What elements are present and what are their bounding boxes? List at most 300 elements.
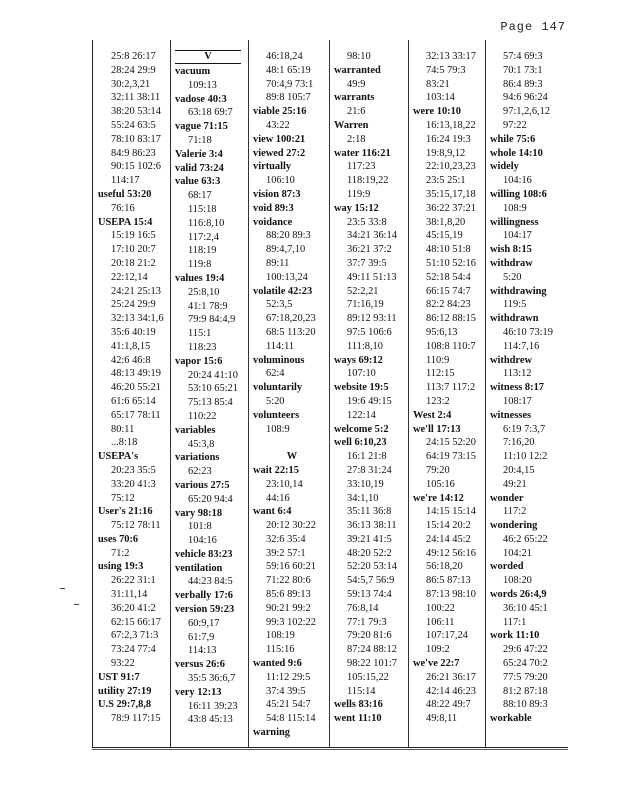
index-locator: 46:20 55:21 bbox=[111, 382, 161, 394]
index-term: West 2:4 bbox=[413, 409, 452, 421]
index-locator: 26:21 36:17 bbox=[426, 671, 476, 683]
index-locator: 29:6 47:22 bbox=[503, 644, 548, 656]
index-locator: 119:9 bbox=[347, 188, 371, 200]
index-locator: 115:1 bbox=[188, 328, 212, 340]
index-locator: 106:11 bbox=[426, 616, 455, 628]
index-locator: 78:9 117:15 bbox=[111, 713, 161, 725]
index-term: utility 27:19 bbox=[98, 685, 152, 697]
index-locator: 49:8,11 bbox=[426, 713, 458, 725]
index-locator: 23:5 25:1 bbox=[426, 175, 466, 187]
index-term: went 11:10 bbox=[334, 713, 382, 725]
index-locator: 79:20 bbox=[426, 464, 450, 476]
index-column-2 bbox=[175, 50, 253, 727]
index-locator: 15:19 16:5 bbox=[111, 230, 156, 242]
index-term: verbally 17:6 bbox=[175, 590, 234, 602]
index-locator: 20:23 35:5 bbox=[111, 464, 156, 476]
index-term: viewed 27:2 bbox=[253, 147, 306, 159]
index-term: withdraw bbox=[490, 257, 533, 269]
index-locator: 49:12 56:16 bbox=[426, 547, 476, 559]
index-locator: 104:17 bbox=[503, 230, 532, 242]
index-locator: 112:15 bbox=[426, 368, 455, 380]
index-term: virtually bbox=[253, 161, 292, 173]
index-locator: 79:20 81:6 bbox=[347, 630, 392, 642]
index-locator: 109:2 bbox=[426, 644, 450, 656]
index-locator: 20:18 21:2 bbox=[111, 257, 156, 269]
index-locator: ...8:18 bbox=[111, 437, 138, 449]
index-locator: 98:22 101:7 bbox=[347, 658, 397, 670]
index-frame bbox=[92, 40, 568, 750]
page-number: Page 147 bbox=[500, 20, 566, 34]
index-locator: 119:5 bbox=[503, 299, 527, 311]
index-locator: 97:1,2,6,12 bbox=[503, 106, 551, 118]
index-term: water 116:21 bbox=[334, 147, 391, 159]
index-term: value 63:3 bbox=[175, 176, 221, 188]
index-locator: 6:19 7:3,7 bbox=[503, 423, 546, 435]
index-locator: 59:13 74:4 bbox=[347, 589, 392, 601]
index-locator: 71:16,19 bbox=[347, 299, 384, 311]
index-column-5 bbox=[413, 50, 491, 726]
index-locator: 67:18,20,23 bbox=[266, 313, 316, 325]
margin-tick bbox=[74, 604, 79, 605]
index-term: vehicle 83:23 bbox=[175, 548, 233, 560]
index-locator: 48:20 52:2 bbox=[347, 547, 392, 559]
index-term: voluminous bbox=[253, 354, 305, 366]
index-locator: 98:10 bbox=[347, 51, 371, 62]
index-locator: 65:20 94:4 bbox=[188, 493, 233, 505]
index-locator: 65:17 78:11 bbox=[111, 409, 161, 421]
index-locator: 77:1 79:3 bbox=[347, 616, 387, 628]
index-locator: 89:8 105:7 bbox=[266, 92, 311, 104]
index-locator: 20:24 41:10 bbox=[188, 369, 238, 381]
index-locator: 42:6 46:8 bbox=[111, 354, 151, 366]
index-term: work 11:10 bbox=[490, 630, 540, 642]
index-locator: 104:16 bbox=[503, 175, 532, 187]
index-locator: 62:15 66:17 bbox=[111, 616, 161, 628]
index-term: void 89:3 bbox=[253, 202, 294, 214]
index-term: whole 14:10 bbox=[490, 147, 543, 159]
index-locator: 71:22 80:6 bbox=[266, 575, 311, 587]
index-term: vague 71:15 bbox=[175, 121, 228, 133]
index-locator: 111:8,10 bbox=[347, 340, 383, 352]
index-locator: 37:7 39:5 bbox=[347, 257, 387, 269]
index-term: USEPA's bbox=[98, 451, 139, 463]
index-locator: 49:9 bbox=[347, 78, 366, 90]
index-locator: 33:10,19 bbox=[347, 478, 384, 490]
index-locator: 60:9,17 bbox=[188, 617, 220, 629]
index-term: vision 87:3 bbox=[253, 188, 301, 200]
index-locator: 21:6 bbox=[347, 106, 366, 118]
index-term: vapor 15:6 bbox=[175, 355, 223, 367]
index-locator: 48:13 49:19 bbox=[111, 368, 161, 380]
index-term: User's 21:16 bbox=[98, 506, 153, 518]
index-locator: 109:13 bbox=[188, 79, 217, 91]
index-locator: 5:20 bbox=[503, 271, 522, 283]
index-locator: 118:23 bbox=[188, 341, 217, 353]
index-locator: 113:7 117:2 bbox=[426, 382, 476, 394]
index-locator: 44:23 84:5 bbox=[188, 576, 233, 588]
index-locator: 117:2 bbox=[503, 506, 527, 518]
index-locator: 51:10 52:16 bbox=[426, 257, 476, 269]
index-term: website 19:5 bbox=[334, 382, 389, 394]
index-locator: 22:10,23,23 bbox=[426, 161, 476, 173]
index-term: wish 8:15 bbox=[490, 244, 532, 256]
index-locator: 46:10 73:19 bbox=[503, 326, 553, 338]
index-term: ways 69:12 bbox=[334, 354, 383, 366]
index-locator: 118:19,22 bbox=[347, 175, 389, 187]
index-locator: 25:8 26:17 bbox=[111, 51, 156, 62]
index-locator: 71:2 bbox=[111, 547, 130, 559]
index-term: welcome 5:2 bbox=[334, 423, 389, 435]
index-locator: 35:5 36:6,7 bbox=[188, 673, 236, 685]
index-locator: 75:12 bbox=[111, 492, 135, 504]
index-locator: 24:15 52:20 bbox=[426, 437, 476, 449]
index-locator: 16:13,18,22 bbox=[426, 119, 476, 131]
index-locator: 48:10 51:8 bbox=[426, 244, 471, 256]
index-locator: 107:17,24 bbox=[426, 630, 468, 642]
index-locator: 108:9 bbox=[266, 423, 290, 435]
index-term: various 27:5 bbox=[175, 479, 230, 491]
index-locator: 36:22 37:21 bbox=[426, 202, 476, 214]
index-locator: 23:5 33:8 bbox=[347, 216, 387, 228]
index-locator: 52:20 53:14 bbox=[347, 561, 397, 573]
index-locator: 11:10 12:2 bbox=[503, 451, 548, 463]
index-locator: 80:11 bbox=[111, 423, 135, 435]
index-locator: 25:8,10 bbox=[188, 286, 220, 298]
index-locator: 36:13 38:11 bbox=[347, 520, 397, 532]
index-locator: 48:1 65:19 bbox=[266, 64, 311, 76]
index-term: we'll 17:13 bbox=[413, 423, 461, 435]
index-locator: 66:15 74:7 bbox=[426, 285, 471, 297]
index-locator: 88:20 89:3 bbox=[266, 230, 311, 242]
index-term: Warren bbox=[334, 119, 369, 131]
index-term: well 6:10,23 bbox=[334, 437, 387, 449]
index-locator: 123:2 bbox=[426, 395, 450, 407]
index-term: workable bbox=[490, 713, 532, 725]
index-locator: 61:7,9 bbox=[188, 631, 215, 643]
index-locator: 78:10 83:17 bbox=[111, 133, 161, 145]
index-term: wondering bbox=[490, 520, 538, 532]
index-term: volatile 42:23 bbox=[253, 285, 313, 297]
index-locator: 116:8,10 bbox=[188, 217, 225, 229]
index-locator: 85:6 89:13 bbox=[266, 589, 311, 601]
index-term: words 26:4,9 bbox=[490, 589, 547, 601]
frame-bottom-border bbox=[92, 747, 568, 748]
index-locator: 41:1 78:9 bbox=[188, 300, 228, 312]
index-locator: 11:12 29:5 bbox=[266, 671, 311, 683]
index-locator: 25:24 29:9 bbox=[111, 299, 156, 311]
index-term: widely bbox=[490, 161, 519, 173]
index-locator: 5:20 bbox=[266, 395, 285, 407]
index-term: variations bbox=[175, 452, 220, 464]
index-locator: 61:6 65:14 bbox=[111, 395, 156, 407]
index-locator: 68:5 113:20 bbox=[266, 326, 316, 338]
index-locator: 45:3,8 bbox=[188, 438, 215, 450]
index-term: witnesses bbox=[490, 409, 531, 421]
index-locator: 114:17 bbox=[111, 175, 140, 187]
index-locator: 107:10 bbox=[347, 368, 376, 380]
index-locator: 37:4 39:5 bbox=[266, 685, 306, 697]
index-locator: 34:21 36:14 bbox=[347, 230, 397, 242]
index-locator: 75:12 78:11 bbox=[111, 520, 161, 532]
index-locator: 38:1,8,20 bbox=[426, 216, 466, 228]
index-locator: 24:21 25:13 bbox=[111, 285, 161, 297]
index-locator: 15:14 20:2 bbox=[426, 520, 471, 532]
index-locator: 52:2,21 bbox=[347, 285, 379, 297]
index-locator: 32:11 38:11 bbox=[111, 92, 161, 104]
index-locator: 75:13 85:4 bbox=[188, 397, 233, 409]
index-term: valid 73:24 bbox=[175, 162, 224, 174]
index-locator: 64:19 73:15 bbox=[426, 451, 476, 463]
index-locator: 118:19 bbox=[188, 245, 217, 257]
index-locator: 115:14 bbox=[347, 685, 376, 697]
index-locator: 115:18 bbox=[188, 203, 217, 215]
index-locator: 32:13 33:17 bbox=[426, 51, 476, 62]
index-term: voidance bbox=[253, 216, 293, 228]
index-locator: 54:5,7 56:9 bbox=[347, 575, 395, 587]
index-term: view 100:21 bbox=[253, 133, 306, 145]
index-locator: 110:22 bbox=[188, 410, 217, 422]
index-term: version 59:23 bbox=[175, 604, 235, 616]
index-locator: 114:13 bbox=[188, 645, 217, 657]
index-locator: 114:7,16 bbox=[503, 340, 540, 352]
index-locator: 93:22 bbox=[111, 658, 135, 670]
index-locator: 16:1 21:8 bbox=[347, 451, 387, 463]
frame-bottom-border-outer bbox=[92, 749, 568, 750]
index-locator: 59:16 60:21 bbox=[266, 561, 316, 573]
index-locator: 46:2 65:22 bbox=[503, 533, 548, 545]
index-term: very 12:13 bbox=[175, 686, 222, 698]
index-locator: 35:11 36:8 bbox=[347, 506, 392, 518]
index-locator: 82:2 84:23 bbox=[426, 299, 471, 311]
index-locator: 55:24 63:5 bbox=[111, 119, 156, 131]
index-term: warrants bbox=[334, 92, 375, 104]
index-locator: 65:24 70:2 bbox=[503, 658, 548, 670]
index-term: were 10:10 bbox=[413, 106, 461, 118]
index-locator: 52:18 54:4 bbox=[426, 271, 471, 283]
index-locator: 86:5 87:13 bbox=[426, 575, 471, 587]
index-locator: 77:5 79:20 bbox=[503, 671, 548, 683]
index-term: ventilation bbox=[175, 562, 223, 574]
index-locator: 33:20 41:3 bbox=[111, 478, 156, 490]
index-locator: 105:16 bbox=[426, 478, 455, 490]
index-locator: 43:22 bbox=[266, 119, 290, 131]
index-locator: 22:12,14 bbox=[111, 271, 148, 283]
index-term: vadose 40:3 bbox=[175, 93, 227, 105]
index-locator: 76:8,14 bbox=[347, 602, 379, 614]
index-locator: 89:12 93:11 bbox=[347, 313, 397, 325]
index-term: warning bbox=[253, 727, 290, 739]
index-term: want 6:4 bbox=[253, 506, 292, 518]
index-locator: 79:9 84:4,9 bbox=[188, 314, 236, 326]
index-term: vary 98:18 bbox=[175, 507, 223, 519]
index-term: U.S 29:7,8,8 bbox=[98, 699, 152, 711]
index-locator: 87:13 98:10 bbox=[426, 589, 476, 601]
index-locator: 30:2,3,21 bbox=[111, 78, 151, 90]
index-locator: 108:8 110:7 bbox=[426, 340, 476, 352]
index-term: willing 108:6 bbox=[490, 188, 547, 200]
index-locator: 41:1,8,15 bbox=[111, 340, 151, 352]
index-term: worded bbox=[490, 561, 524, 573]
index-locator: 35:6 40:19 bbox=[111, 326, 156, 338]
index-locator: 54:8 115:14 bbox=[266, 713, 316, 725]
index-locator: 113:12 bbox=[503, 368, 532, 380]
index-locator: 35:15,17,18 bbox=[426, 188, 476, 200]
index-locator: 104:16 bbox=[188, 535, 217, 547]
index-locator: 49:21 bbox=[503, 478, 527, 490]
index-locator: 97:22 bbox=[503, 119, 527, 131]
index-locator: 115:16 bbox=[266, 644, 295, 656]
index-locator: 20:4,15 bbox=[503, 464, 535, 476]
index-locator: 100:13,24 bbox=[266, 271, 308, 283]
index-locator: 49:11 51:13 bbox=[347, 271, 397, 283]
index-term: witness 8:17 bbox=[490, 382, 544, 394]
index-locator: 27:8 31:24 bbox=[347, 464, 392, 476]
index-locator: 108:17 bbox=[503, 395, 532, 407]
index-locator: 83:21 bbox=[426, 78, 450, 90]
index-column-1 bbox=[98, 50, 176, 726]
index-locator: 70:4,9 73:1 bbox=[266, 78, 314, 90]
index-locator: 62:4 bbox=[266, 368, 285, 380]
index-locator: 31:11,14 bbox=[111, 589, 148, 601]
index-locator: 45:21 54:7 bbox=[266, 699, 311, 711]
index-locator: 2:18 bbox=[347, 133, 366, 145]
index-letter-heading: V bbox=[175, 50, 241, 64]
index-locator: 81:2 87:18 bbox=[503, 685, 548, 697]
index-column-6 bbox=[490, 50, 568, 726]
index-term: wait 22:15 bbox=[253, 464, 299, 476]
index-locator: 104:21 bbox=[503, 547, 532, 559]
index-locator: 117:1 bbox=[503, 616, 527, 628]
index-term: variables bbox=[175, 424, 216, 436]
index-term: viable 25:16 bbox=[253, 106, 307, 118]
index-term: useful 53:20 bbox=[98, 188, 152, 200]
index-column-4 bbox=[334, 50, 412, 726]
index-term: warranted bbox=[334, 64, 381, 76]
index-term: uses 70:6 bbox=[98, 533, 139, 545]
index-locator: 43:8 45:13 bbox=[188, 714, 233, 726]
index-locator: 97:5 106:6 bbox=[347, 326, 392, 338]
index-locator: 89:4,7,10 bbox=[266, 244, 306, 256]
index-locator: 106:10 bbox=[266, 175, 295, 187]
index-locator: 23:10,14 bbox=[266, 478, 303, 490]
index-locator: 117:2,4 bbox=[188, 231, 220, 243]
index-locator: 76:16 bbox=[111, 202, 135, 214]
index-term: wanted 9:6 bbox=[253, 658, 302, 670]
index-locator: 84:9 86:23 bbox=[111, 147, 156, 159]
index-locator: 32:6 35:4 bbox=[266, 533, 306, 545]
index-locator: 14:15 15:14 bbox=[426, 506, 476, 518]
index-locator: 101:8 bbox=[188, 521, 212, 533]
index-term: wonder bbox=[490, 492, 524, 504]
frame-left-border bbox=[92, 40, 93, 748]
index-locator: 26:22 31:1 bbox=[111, 575, 156, 587]
index-locator: 7:16,20 bbox=[503, 437, 535, 449]
index-locator: 87:24 88:12 bbox=[347, 644, 397, 656]
index-locator: 56:18,20 bbox=[426, 561, 463, 573]
index-spacer bbox=[253, 436, 331, 450]
index-locator: 36:20 41:2 bbox=[111, 602, 156, 614]
index-locator: 36:21 37:2 bbox=[347, 244, 392, 256]
index-column-3 bbox=[253, 50, 331, 740]
index-locator: 42:14 46:23 bbox=[426, 685, 476, 697]
index-locator: 108:9 bbox=[503, 202, 527, 214]
index-term: using 19:3 bbox=[98, 561, 144, 573]
index-locator: 71:18 bbox=[188, 134, 212, 146]
index-locator: 16:24 19:3 bbox=[426, 133, 471, 145]
index-locator: 67:2,3 71:3 bbox=[111, 630, 159, 642]
index-locator: 45:15,19 bbox=[426, 230, 463, 242]
index-locator: 70:1 73:1 bbox=[503, 64, 543, 76]
index-locator: 94:6 96:24 bbox=[503, 92, 548, 104]
index-locator: 63:18 69:7 bbox=[188, 107, 233, 119]
index-locator: 53:10 65:21 bbox=[188, 383, 238, 395]
index-locator: 114:11 bbox=[266, 340, 295, 352]
index-letter-heading: W bbox=[286, 451, 298, 463]
index-term: versus 26:6 bbox=[175, 659, 225, 671]
index-term: Valerie 3:4 bbox=[175, 148, 223, 160]
index-locator: 32:13 34:1,6 bbox=[111, 313, 164, 325]
index-locator: 86:4 89:3 bbox=[503, 78, 543, 90]
index-locator: 99:3 102:22 bbox=[266, 616, 316, 628]
index-locator: 57:4 69:3 bbox=[503, 51, 543, 62]
index-term: we're 14:12 bbox=[413, 492, 464, 504]
index-term: wells 83:16 bbox=[334, 699, 383, 711]
index-locator: 100:22 bbox=[426, 602, 455, 614]
index-term: USEPA 15:4 bbox=[98, 216, 153, 228]
index-locator: 36:10 45:1 bbox=[503, 602, 548, 614]
index-term: UST 91:7 bbox=[98, 671, 140, 683]
index-locator: 122:14 bbox=[347, 409, 376, 421]
index-term: volunteers bbox=[253, 409, 300, 421]
index-locator: 46:18,24 bbox=[266, 51, 303, 62]
index-term: while 75:6 bbox=[490, 133, 536, 145]
index-locator: 16:11 39:23 bbox=[188, 700, 238, 712]
index-term: withdrawing bbox=[490, 285, 547, 297]
index-locator: 89:11 bbox=[266, 257, 290, 269]
index-locator: 38:20 53:14 bbox=[111, 106, 161, 118]
index-locator: 74:5 79:3 bbox=[426, 64, 466, 76]
index-locator: 20:12 30:22 bbox=[266, 520, 316, 532]
index-locator: 108:19 bbox=[266, 630, 295, 642]
index-term: voluntarily bbox=[253, 382, 303, 394]
index-locator: 73:24 77:4 bbox=[111, 644, 156, 656]
index-term: withdrawn bbox=[490, 313, 539, 325]
index-locator: 62:23 bbox=[188, 466, 212, 478]
index-term: vacuum bbox=[175, 66, 211, 77]
index-term: values 19:4 bbox=[175, 272, 225, 284]
index-locator: 119:8 bbox=[188, 259, 212, 271]
margin-tick bbox=[60, 588, 65, 589]
index-locator: 90:21 99:2 bbox=[266, 602, 311, 614]
index-term: way 15:12 bbox=[334, 202, 379, 214]
index-locator: 108:20 bbox=[503, 575, 532, 587]
index-locator: 110:9 bbox=[426, 354, 450, 366]
index-locator: 103:14 bbox=[426, 92, 455, 104]
index-locator: 90:15 102:6 bbox=[111, 161, 161, 173]
index-locator: 39:2 57:1 bbox=[266, 547, 306, 559]
index-locator: 28:24 29:9 bbox=[111, 64, 156, 76]
index-locator: 105:15,22 bbox=[347, 671, 389, 683]
index-locator: 34:1,10 bbox=[347, 492, 379, 504]
index-locator: 68:17 bbox=[188, 190, 212, 202]
index-locator: 44:16 bbox=[266, 492, 290, 504]
index-locator: 17:10 20:7 bbox=[111, 244, 156, 256]
index-term: we've 22:7 bbox=[413, 658, 460, 670]
index-term: willingness bbox=[490, 216, 539, 228]
index-locator: 19:8,9,12 bbox=[426, 147, 466, 159]
index-term: withdrew bbox=[490, 354, 532, 366]
index-locator: 88:10 89:3 bbox=[503, 699, 548, 711]
